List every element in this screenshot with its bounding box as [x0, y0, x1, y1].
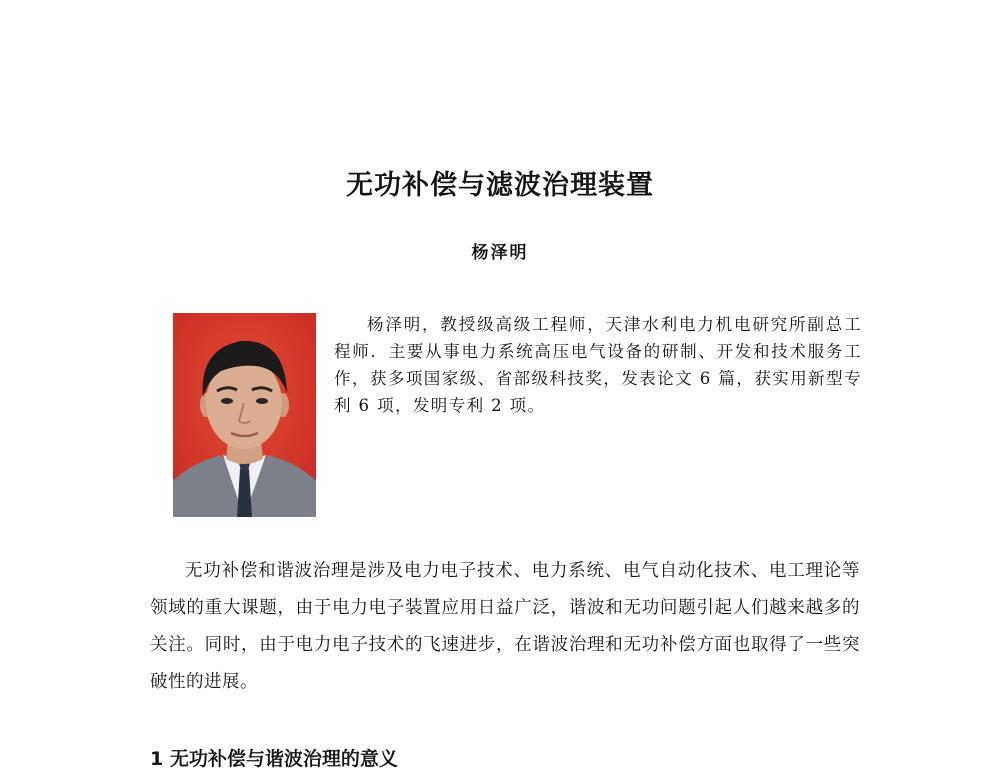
- intro-paragraph: 无功补偿和谐波治理是涉及电力电子技术、电力系统、电气自动化技术、电工理论等领域的重大课题，由于电力电子装置应用日益广泛，谐波和无功问题引起人们越来越多的关注。同时，由于电力电子技术的飞速进步，在谐波治理和无功补偿方面也取得了一些突破性的进展。: [150, 561, 860, 692]
- author-bio: 杨泽明，教授级高级工程师，天津水利电力机电研究所副总工程师．主要从事电力系统高压电气设备的研制、开发和技术服务工作，获多项国家级、省部级科技奖，发表论文 6 篇，获实用新型专利 6 项，发明专利 2 项。: [334, 315, 862, 415]
- author-name: 杨泽明: [471, 243, 529, 263]
- document-title: 无功补偿与滤波治理装置: [346, 170, 654, 201]
- section-heading: 1 无功补偿与谐波治理的意义: [150, 748, 398, 770]
- author-photo: [173, 313, 316, 517]
